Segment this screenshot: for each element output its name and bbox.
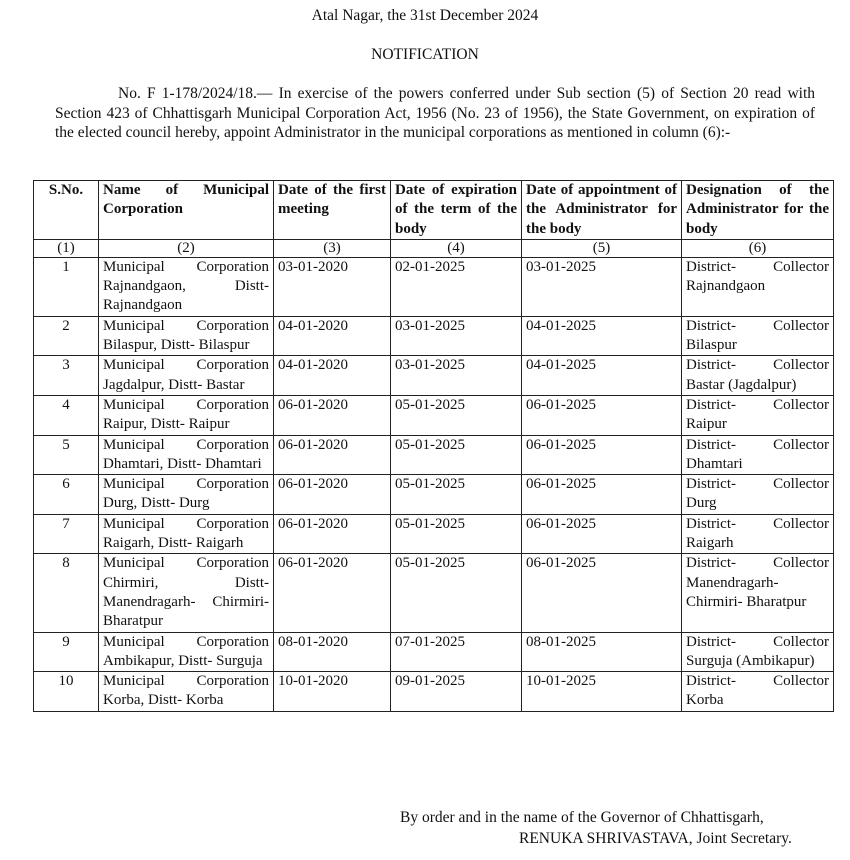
column-number: (6) <box>682 239 834 257</box>
cell-appointment: 06-01-2025 <box>522 475 682 515</box>
cell-appointment: 04-01-2025 <box>522 316 682 356</box>
cell-first-meeting: 06-01-2020 <box>274 475 391 515</box>
cell-first-meeting: 06-01-2020 <box>274 435 391 475</box>
cell-corporation-name: Municipal Corporation Rajnandgaon, Distt- Rajnandgaon <box>99 257 274 316</box>
cell-sno: 8 <box>34 554 99 632</box>
cell-appointment: 04-01-2025 <box>522 356 682 396</box>
notification-heading: NOTIFICATION <box>371 46 479 63</box>
cell-expiration: 07-01-2025 <box>391 632 522 672</box>
cell-first-meeting: 06-01-2020 <box>274 554 391 632</box>
cell-designation: District- Collector Raipur <box>682 395 834 435</box>
cell-expiration: 05-01-2025 <box>391 435 522 475</box>
cell-appointment: 06-01-2025 <box>522 514 682 554</box>
table-row <box>34 632 834 672</box>
table-row <box>34 435 834 475</box>
table-row <box>34 257 834 316</box>
column-number-row <box>34 239 834 257</box>
cell-designation: District- Collector Bastar (Jagdalpur) <box>682 356 834 396</box>
cell-sno: 2 <box>34 316 99 356</box>
header-designation: Designation of the Administrator for the body <box>682 181 834 240</box>
cell-designation: District- Collector Manendragarh- Chirmiri- Bharatpur <box>682 554 834 632</box>
cell-first-meeting: 06-01-2020 <box>274 395 391 435</box>
cell-first-meeting: 04-01-2020 <box>274 356 391 396</box>
table-row <box>34 554 834 632</box>
cell-first-meeting: 03-01-2020 <box>274 257 391 316</box>
cell-corporation-name: Municipal Corporation Raigarh, Distt- Raigarh <box>99 514 274 554</box>
cell-expiration: 05-01-2025 <box>391 514 522 554</box>
notification-paragraph: No. F 1-178/2024/18.— In exercise of the powers conferred under Sub section (5) of Section 20 read with Section 423 of Chhattisgarh Municipal Corporation Act, 1956 (No. 23 of 1956), the State Government, on expiration of the elected council hereby, appoint Administrator in the municipal corporations as mentioned in column (6):- <box>55 85 815 141</box>
column-number: (3) <box>274 239 391 257</box>
table-row <box>34 316 834 356</box>
cell-designation: District- Collector Surguja (Ambikapur) <box>682 632 834 672</box>
header-sno: S.No. <box>34 181 99 240</box>
cell-appointment: 03-01-2025 <box>522 257 682 316</box>
cell-expiration: 02-01-2025 <box>391 257 522 316</box>
cell-appointment: 08-01-2025 <box>522 632 682 672</box>
header-appointment: Date of appointment of the Administrator for the body <box>522 181 682 240</box>
cell-sno: 6 <box>34 475 99 515</box>
signature-line-2: RENUKA SHRIVASTAVA, Joint Secretary. <box>519 830 792 847</box>
header-first-meeting: Date of the first meeting <box>274 181 391 240</box>
cell-designation: District- Collector Bilaspur <box>682 316 834 356</box>
cell-appointment: 10-01-2025 <box>522 672 682 712</box>
cell-sno: 1 <box>34 257 99 316</box>
cell-expiration: 09-01-2025 <box>391 672 522 712</box>
column-number: (5) <box>522 239 682 257</box>
cell-expiration: 05-01-2025 <box>391 395 522 435</box>
cell-appointment: 06-01-2025 <box>522 554 682 632</box>
cell-designation: District- Collector Rajnandgaon <box>682 257 834 316</box>
table-header-row <box>34 181 834 240</box>
cell-corporation-name: Municipal Corporation Chirmiri, Distt- Manendragarh- Chirmiri- Bharatpur <box>99 554 274 632</box>
cell-first-meeting: 08-01-2020 <box>274 632 391 672</box>
corporations-table <box>33 180 834 712</box>
cell-corporation-name: Municipal Corporation Jagdalpur, Distt- Bastar <box>99 356 274 396</box>
cell-expiration: 05-01-2025 <box>391 554 522 632</box>
table-row <box>34 395 834 435</box>
table-row <box>34 672 834 712</box>
column-number: (4) <box>391 239 522 257</box>
cell-sno: 4 <box>34 395 99 435</box>
cell-sno: 5 <box>34 435 99 475</box>
table-row <box>34 475 834 515</box>
cell-corporation-name: Municipal Corporation Korba, Distt- Korba <box>99 672 274 712</box>
table-row <box>34 356 834 396</box>
dateline: Atal Nagar, the 31st December 2024 <box>311 7 539 24</box>
cell-expiration: 03-01-2025 <box>391 356 522 396</box>
cell-expiration: 03-01-2025 <box>391 316 522 356</box>
column-number: (1) <box>34 239 99 257</box>
cell-first-meeting: 10-01-2020 <box>274 672 391 712</box>
table-row <box>34 514 834 554</box>
cell-first-meeting: 06-01-2020 <box>274 514 391 554</box>
cell-corporation-name: Municipal Corporation Dhamtari, Distt- Dhamtari <box>99 435 274 475</box>
cell-sno: 7 <box>34 514 99 554</box>
cell-sno: 3 <box>34 356 99 396</box>
cell-corporation-name: Municipal Corporation Bilaspur, Distt- Bilaspur <box>99 316 274 356</box>
signature-line-1: By order and in the name of the Governor of Chhattisgarh, <box>400 809 764 826</box>
cell-sno: 10 <box>34 672 99 712</box>
cell-corporation-name: Municipal Corporation Raipur, Distt- Raipur <box>99 395 274 435</box>
cell-corporation-name: Municipal Corporation Ambikapur, Distt- Surguja <box>99 632 274 672</box>
cell-appointment: 06-01-2025 <box>522 395 682 435</box>
cell-corporation-name: Municipal Corporation Durg, Distt- Durg <box>99 475 274 515</box>
column-number: (2) <box>99 239 274 257</box>
cell-designation: District- Collector Raigarh <box>682 514 834 554</box>
cell-designation: District- Collector Dhamtari <box>682 435 834 475</box>
cell-first-meeting: 04-01-2020 <box>274 316 391 356</box>
header-corporation-name: Name of Municipal Corporation <box>99 181 274 240</box>
cell-appointment: 06-01-2025 <box>522 435 682 475</box>
cell-designation: District- Collector Korba <box>682 672 834 712</box>
cell-sno: 9 <box>34 632 99 672</box>
cell-designation: District- Collector Durg <box>682 475 834 515</box>
header-expiration: Date of expiration of the term of the body <box>391 181 522 240</box>
cell-expiration: 05-01-2025 <box>391 475 522 515</box>
